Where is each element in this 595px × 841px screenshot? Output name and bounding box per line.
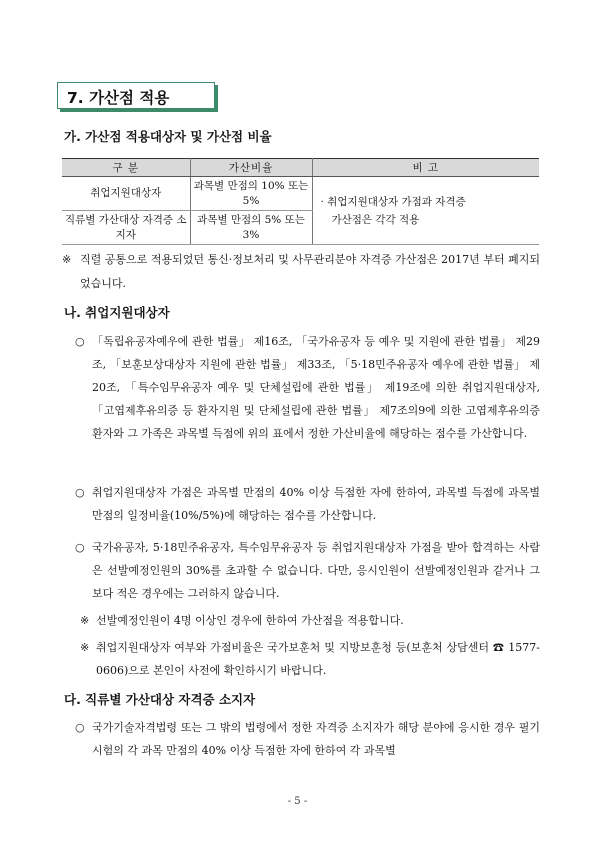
- note-mark: ※: [80, 614, 90, 627]
- note-line-2: 가산점은 각각 적용: [331, 213, 420, 226]
- page-number: - 5 -: [287, 796, 308, 807]
- list-bullet: ○: [75, 335, 85, 348]
- list-item: 취업지원대상자 가점은 과목별 만점의 40% 이상 득점한 자에 한하여, 과목별 득점에 과목별 만점의 일정비율(10%/5%)에 해당하는 점수를 가산합니다.: [92, 486, 540, 522]
- note-text: 취업지원대상자 여부와 가점비율은 국가보훈처 및 지방보훈청 등(보훈처 상담센터 ☎ 1577-0606)으로 본인이 사전에 확인하시기 바랍니다.: [96, 641, 540, 677]
- table-cell-note: [312, 177, 539, 245]
- subsection-a-heading: 가. 가산점 적용대상자 및 가산점 비율: [64, 129, 272, 144]
- list-item: 「독립유공자예우에 관한 법률」 제16조, 「국가유공자 등 예우 및 지원에 관한 법률」 제29조, 「보훈보상대상자 지원에 관한 법률」 제33조, 「5·18민주유공자 예우에 관한 법률」 제20조, 「특수임무유공자 예우 및 단체설립에 관한 법률」 제19조에 의한 취업지원대상자, 「고엽제후유의증 등 환자지원 및 단체설립에 관한 법률」 제7조의9에 의한 고엽제후유의증환자와 그 가족은 과목별 득점에 위의 표에서 정한 가산비율에 해당하는 점수를 가산합니다.: [92, 335, 540, 440]
- table-cell-rate: 과목별 만점의 10% 또는 5%: [190, 177, 312, 211]
- list-item: 국가기술자격법령 또는 그 밖의 법령에서 정한 자격증 소지자가 해당 분야에 응시한 경우 필기시험의 각 과목 만점의 40% 이상 득점한 자에 한하여 각 과목별: [92, 721, 540, 757]
- footnote-text: 직렬 공통으로 적용되었던 통신·정보처리 및 사무관리분야 자격증 가산점은 2017년 부터 폐지되었습니다.: [80, 253, 540, 290]
- note-line-1: · 취업지원대상자 가점과 자격증: [320, 195, 466, 208]
- table-cell-rate: 과목별 만점의 5% 또는 3%: [190, 211, 312, 245]
- table-cell-category: 직류별 가산대상 자격증 소지자: [62, 211, 190, 245]
- list-item: 국가유공자, 5·18민주유공자, 특수임무유공자 등 취업지원대상자 가점을 받아 합격하는 사람은 선발예정인원의 30%를 초과할 수 없습니다. 다만, 응시인원이 선발예정인원과 같거나 그보다 적은 경우에는 그러하지 않습니다.: [92, 541, 540, 600]
- note-mark: ※: [80, 641, 90, 654]
- bonus-rate-table: [62, 158, 539, 245]
- subsection-c-heading: 다. 직류별 가산대상 자격증 소지자: [64, 692, 256, 707]
- subsection-b-heading: 나. 취업지원대상자: [64, 305, 170, 320]
- list-bullet: ○: [75, 721, 85, 734]
- table-row: [62, 177, 539, 211]
- note-text: 선발예정인원이 4명 이상인 경우에 한하여 가산점을 적용합니다.: [96, 614, 404, 627]
- footnote-mark: ※: [62, 253, 72, 266]
- table-header-category: 구 분: [62, 159, 190, 177]
- list-bullet: ○: [75, 541, 85, 554]
- table-header-row: [62, 159, 539, 177]
- table-cell-category: 취업지원대상자: [62, 177, 190, 211]
- list-bullet: ○: [75, 486, 85, 499]
- table-header-rate: 가산비율: [190, 159, 312, 177]
- table-header-note: 비 고: [312, 159, 539, 177]
- section-title: 7. 가산점 적용: [67, 89, 170, 107]
- section-title-box: [57, 82, 215, 109]
